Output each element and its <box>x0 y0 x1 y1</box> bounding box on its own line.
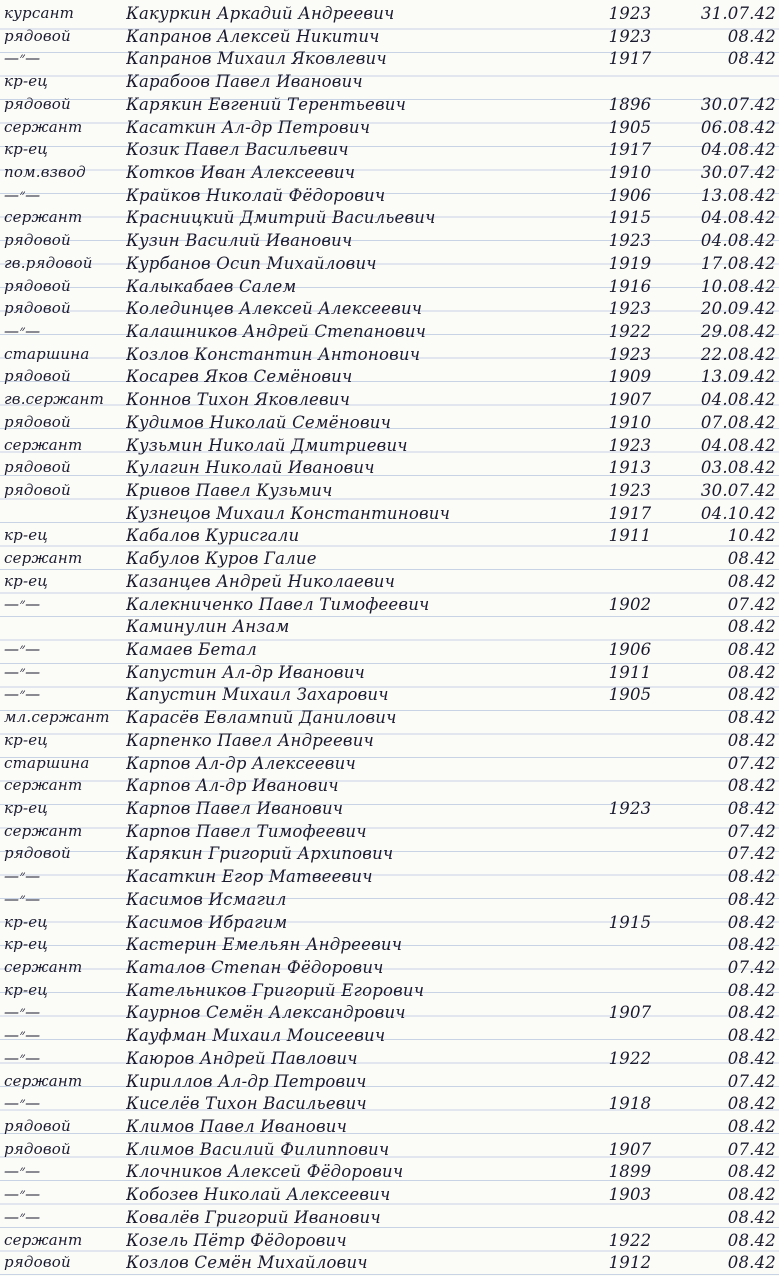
rank-cell: —״— <box>4 1185 41 1204</box>
year-cell: 1923 <box>608 4 652 23</box>
name-cell: Капранов Алексей Никитич <box>126 26 380 46</box>
date-cell: 03.08.42 <box>700 458 776 478</box>
register-row <box>0 1206 779 1230</box>
date-cell: 04.08.42 <box>700 390 776 410</box>
name-cell: Колединцев Алексей Алексеевич <box>126 299 423 319</box>
register-row <box>0 479 779 503</box>
date-cell: 04.10.42 <box>700 503 776 523</box>
name-cell: Калашников Андрей Степанович <box>126 322 427 341</box>
date-cell: 07.42 <box>727 753 776 773</box>
register-row <box>0 502 779 526</box>
date-cell: 07.42 <box>727 958 776 977</box>
date-cell: 07.42 <box>727 1139 776 1159</box>
rank-cell: мл.сержант <box>4 708 110 727</box>
date-cell: 13.09.42 <box>700 367 776 387</box>
name-cell: Карпов Ал-др Алексеевич <box>126 753 356 773</box>
register-row <box>0 343 779 367</box>
name-cell: Калекниченко Павел Тимофеевич <box>126 594 430 614</box>
year-cell: 1922 <box>608 1048 652 1068</box>
date-cell: 08.42 <box>727 1026 776 1046</box>
rank-cell: —״— <box>4 1003 41 1022</box>
rank-cell: рядовой <box>4 231 71 250</box>
date-cell: 08.42 <box>727 1048 776 1068</box>
rank-cell: рядовой <box>4 1253 71 1272</box>
name-cell: Касимов Ибрагим <box>126 912 288 932</box>
name-cell: Кабалов Курисгали <box>126 526 300 546</box>
date-cell: 08.42 <box>727 617 776 637</box>
register-row <box>0 138 779 162</box>
rank-cell: —״— <box>4 1207 41 1226</box>
register-row <box>0 320 779 344</box>
register-row <box>0 888 779 912</box>
register-row <box>0 979 779 1003</box>
year-cell: 1907 <box>608 1003 652 1023</box>
rank-cell: кр-ец <box>4 526 48 545</box>
date-cell: 13.08.42 <box>700 185 776 205</box>
year-cell: 1896 <box>608 94 652 114</box>
register-row <box>0 570 779 594</box>
date-cell: 08.42 <box>727 1003 776 1023</box>
register-row <box>0 1160 779 1184</box>
register-row <box>0 729 779 753</box>
year-cell: 1907 <box>608 390 652 410</box>
name-cell: Кривов Павел Кузьмич <box>126 481 333 500</box>
register-row <box>0 116 779 140</box>
year-cell: 1923 <box>608 231 652 251</box>
rank-cell: —״— <box>4 867 41 886</box>
register-row <box>0 93 779 117</box>
rank-cell: —״— <box>4 49 41 68</box>
register-row <box>0 1047 779 1071</box>
date-cell: 07.42 <box>727 1071 776 1091</box>
name-cell: Касаткин Егор Матвеевич <box>126 867 373 887</box>
name-cell: Карпов Павел Тимофеевич <box>126 821 367 841</box>
name-cell: Капустин Михаил Захарович <box>126 685 389 705</box>
year-cell: 1922 <box>608 322 652 341</box>
year-cell: 1919 <box>608 253 652 273</box>
register-row <box>0 184 779 208</box>
rank-cell: гв.рядовой <box>4 253 93 272</box>
rank-cell: —״— <box>4 1048 41 1067</box>
name-cell: Камаев Бетал <box>126 640 258 659</box>
year-cell: 1910 <box>608 163 652 182</box>
date-cell: 07.42 <box>727 594 776 614</box>
rank-cell: кр-ец <box>4 912 48 931</box>
rank-cell: сержант <box>4 1071 83 1090</box>
name-cell: Косарев Яков Семёнович <box>126 367 353 387</box>
year-cell: 1923 <box>608 435 652 455</box>
date-cell: 04.08.42 <box>700 231 776 251</box>
rank-cell: —״— <box>4 1094 41 1113</box>
year-cell: 1922 <box>608 1230 652 1250</box>
year-cell: 1923 <box>608 299 652 319</box>
rank-cell: рядовой <box>4 276 71 295</box>
name-cell: Кауфман Михаил Моисеевич <box>126 1026 386 1046</box>
rank-cell: —״— <box>4 322 41 340</box>
name-cell: Красницкий Дмитрий Васильевич <box>126 208 436 228</box>
rank-cell: сержант <box>4 821 83 840</box>
rank-cell: старшина <box>4 344 90 363</box>
date-cell: 08.42 <box>727 640 776 659</box>
name-cell: Какуркин Аркадий Андреевич <box>126 4 395 23</box>
name-cell: Казанцев Андрей Николаевич <box>126 571 396 591</box>
name-cell: Капустин Ал-др Иванович <box>126 662 365 682</box>
year-cell: 1923 <box>608 481 652 500</box>
register-row <box>0 706 779 730</box>
register-row <box>0 1183 779 1207</box>
year-cell: 1923 <box>608 799 652 818</box>
name-cell: Кательников Григорий Егорович <box>126 980 425 1000</box>
date-cell: 08.42 <box>727 867 776 887</box>
name-cell: Карпенко Павел Андреевич <box>126 730 375 750</box>
name-cell: Козлов Константин Антонович <box>126 344 421 364</box>
register-row <box>0 1138 779 1162</box>
name-cell: Климов Павел Иванович <box>126 1117 348 1136</box>
year-cell: 1917 <box>608 49 652 69</box>
register-row <box>0 638 779 662</box>
register-row <box>0 411 779 435</box>
name-cell: Козлов Семён Михайлович <box>126 1253 368 1273</box>
date-cell: 08.42 <box>727 1207 776 1227</box>
date-cell: 08.42 <box>727 1094 776 1114</box>
register-row <box>0 252 779 276</box>
date-cell: 08.42 <box>727 776 776 796</box>
register-row <box>0 25 779 49</box>
name-cell: Кузнецов Михаил Константинович <box>126 503 451 523</box>
name-cell: Курбанов Осип Михайлович <box>126 253 377 273</box>
year-cell: 1917 <box>608 503 652 523</box>
year-cell: 1905 <box>608 117 652 137</box>
date-cell: 04.08.42 <box>700 435 776 455</box>
name-cell: Крайков Николай Фёдорович <box>126 185 386 205</box>
register-row <box>0 797 779 821</box>
year-cell: 1923 <box>608 26 652 46</box>
year-cell: 1916 <box>608 276 652 296</box>
rank-cell: старшина <box>4 753 90 772</box>
register-row <box>0 388 779 412</box>
year-cell: 1906 <box>608 640 652 659</box>
year-cell: 1923 <box>608 344 652 364</box>
name-cell: Карабоов Павел Иванович <box>126 72 363 92</box>
register-row <box>0 774 779 798</box>
register-row <box>0 1092 779 1116</box>
date-cell: 08.42 <box>727 912 776 932</box>
name-cell: Кулагин Николай Иванович <box>126 458 375 478</box>
rank-cell: гв.сержант <box>4 390 105 409</box>
register-row <box>0 456 779 480</box>
date-cell: 30.07.42 <box>700 481 776 500</box>
year-cell: 1915 <box>608 912 652 932</box>
rank-cell: кр-ец <box>4 140 48 159</box>
rank-cell: сержант <box>4 776 83 795</box>
year-cell: 1909 <box>608 367 652 387</box>
date-cell: 08.42 <box>727 1253 776 1273</box>
name-cell: Карякин Евгений Терентьевич <box>126 94 407 114</box>
date-cell: 22.08.42 <box>700 344 776 364</box>
register-row <box>0 1001 779 1025</box>
rank-cell: кр-ец <box>4 980 48 999</box>
name-cell: Киселёв Тихон Васильевич <box>126 1094 367 1114</box>
year-cell: 1913 <box>608 458 652 478</box>
rank-cell: курсант <box>4 4 75 22</box>
name-cell: Ковалёв Григорий Иванович <box>126 1207 381 1227</box>
year-cell: 1906 <box>608 185 652 205</box>
rank-cell: сержант <box>4 208 83 227</box>
year-cell: 1915 <box>608 208 652 228</box>
rank-cell: кр-ец <box>4 935 48 954</box>
date-cell: 08.42 <box>727 26 776 46</box>
date-cell: 08.42 <box>727 980 776 1000</box>
rank-cell: кр-ец <box>4 730 48 749</box>
register-row <box>0 524 779 548</box>
register-row <box>0 297 779 321</box>
register-row <box>0 683 779 707</box>
rank-cell: —״— <box>4 1162 41 1181</box>
register-row <box>0 865 779 889</box>
register-row <box>0 434 779 458</box>
name-cell: Кабулов Куров Галие <box>126 549 317 569</box>
date-cell: 08.42 <box>727 662 776 682</box>
name-cell: Каталов Степан Фёдорович <box>126 958 384 977</box>
date-cell: 08.42 <box>727 1117 776 1136</box>
date-cell: 08.42 <box>727 730 776 750</box>
date-cell: 10.42 <box>727 526 776 546</box>
rank-cell: —״— <box>4 185 41 204</box>
name-cell: Каюров Андрей Павлович <box>126 1048 358 1068</box>
register-row <box>0 47 779 71</box>
name-cell: Капранов Михаил Яковлевич <box>126 49 387 69</box>
register-row <box>0 1251 779 1275</box>
rank-cell: сержант <box>4 117 83 136</box>
date-cell: 30.07.42 <box>700 163 776 182</box>
rank-cell: сержант <box>4 1230 83 1249</box>
name-cell: Коннов Тихон Яковлевич <box>126 390 351 410</box>
date-cell: 31.07.42 <box>700 4 776 23</box>
rank-cell: рядовой <box>4 1139 71 1158</box>
year-cell: 1911 <box>608 526 652 546</box>
date-cell: 04.08.42 <box>700 140 776 160</box>
rank-cell: рядовой <box>4 481 71 499</box>
year-cell: 1918 <box>608 1094 652 1114</box>
year-cell: 1910 <box>608 412 652 432</box>
year-cell: 1912 <box>608 1253 652 1273</box>
name-cell: Климов Василий Филиппович <box>126 1139 390 1159</box>
name-cell: Калыкабаев Салем <box>126 276 297 296</box>
date-cell: 08.42 <box>727 1230 776 1250</box>
date-cell: 08.42 <box>727 1162 776 1182</box>
rank-cell: —״— <box>4 594 41 613</box>
register-row <box>0 820 779 844</box>
name-cell: Каурнов Семён Александрович <box>126 1003 406 1023</box>
name-cell: Карпов Павел Иванович <box>126 799 344 818</box>
name-cell: Карасёв Евлампий Данилович <box>126 708 397 728</box>
register-row <box>0 206 779 230</box>
year-cell: 1917 <box>608 140 652 160</box>
date-cell: 04.08.42 <box>700 208 776 228</box>
name-cell: Кастерин Емельян Андреевич <box>126 935 403 955</box>
date-cell: 10.08.42 <box>700 276 776 296</box>
rank-cell: кр-ец <box>4 799 48 817</box>
date-cell: 06.08.42 <box>700 117 776 137</box>
year-cell: 1911 <box>608 662 652 682</box>
name-cell: Кобозев Николай Алексеевич <box>126 1185 391 1205</box>
rank-cell: рядовой <box>4 1117 71 1135</box>
register-row <box>0 229 779 253</box>
rank-cell: —״— <box>4 1026 41 1045</box>
date-cell: 07.08.42 <box>700 412 776 432</box>
rank-cell: —״— <box>4 889 41 908</box>
rank-cell: —״— <box>4 640 41 658</box>
date-cell: 08.42 <box>727 549 776 569</box>
register-row <box>0 661 779 685</box>
rank-cell: сержант <box>4 435 83 454</box>
name-cell: Кудимов Николай Семёнович <box>126 412 392 432</box>
date-cell: 08.42 <box>727 49 776 69</box>
date-cell: 20.09.42 <box>700 299 776 319</box>
rank-cell: пом.взвод <box>4 163 86 181</box>
rank-cell: рядовой <box>4 844 71 863</box>
rank-cell: рядовой <box>4 458 71 477</box>
date-cell: 07.42 <box>727 844 776 864</box>
year-cell: 1903 <box>608 1185 652 1205</box>
register-row <box>0 615 779 639</box>
register-row <box>0 2 779 26</box>
date-cell: 08.42 <box>727 571 776 591</box>
date-cell: 08.42 <box>727 935 776 955</box>
register-row <box>0 547 779 571</box>
register-row <box>0 956 779 980</box>
name-cell: Каминулин Анзам <box>126 617 290 637</box>
register-row <box>0 1070 779 1094</box>
year-cell: 1907 <box>608 1139 652 1159</box>
register-row <box>0 1115 779 1139</box>
rank-cell: —״— <box>4 662 41 681</box>
register-row <box>0 365 779 389</box>
name-cell: Козель Пётр Фёдорович <box>126 1230 347 1250</box>
rank-cell: рядовой <box>4 94 71 113</box>
rank-cell: рядовой <box>4 367 71 386</box>
rank-cell: сержант <box>4 958 83 976</box>
year-cell: 1905 <box>608 685 652 705</box>
year-cell: 1902 <box>608 594 652 614</box>
name-cell: Карпов Ал-др Иванович <box>126 776 339 796</box>
register-row <box>0 933 779 957</box>
date-cell: 29.08.42 <box>700 322 776 341</box>
register-row <box>0 1024 779 1048</box>
name-cell: Кузин Василий Иванович <box>126 231 353 251</box>
year-cell: 1899 <box>608 1162 652 1182</box>
register-row <box>0 70 779 94</box>
register-row <box>0 1229 779 1253</box>
rank-cell: сержант <box>4 549 83 568</box>
register-row <box>0 161 779 185</box>
name-cell: Кузьмин Николай Дмитриевич <box>126 435 408 455</box>
rank-cell: кр-ец <box>4 72 48 91</box>
name-cell: Кириллов Ал-др Петрович <box>126 1071 367 1091</box>
rank-cell: рядовой <box>4 412 71 431</box>
date-cell: 30.07.42 <box>700 94 776 114</box>
date-cell: 07.42 <box>727 821 776 841</box>
register-row <box>0 842 779 866</box>
register-row <box>0 593 779 617</box>
date-cell: 08.42 <box>727 1185 776 1205</box>
rank-cell: кр-ец <box>4 571 48 590</box>
rank-cell: —״— <box>4 685 41 704</box>
date-cell: 08.42 <box>727 799 776 818</box>
date-cell: 08.42 <box>727 889 776 909</box>
rank-cell: рядовой <box>4 26 71 45</box>
date-cell: 08.42 <box>727 708 776 728</box>
name-cell: Касаткин Ал-др Петрович <box>126 117 371 137</box>
name-cell: Касимов Исмагил <box>126 889 287 909</box>
name-cell: Козик Павел Васильевич <box>126 140 349 160</box>
name-cell: Клочников Алексей Фёдорович <box>126 1162 404 1182</box>
name-cell: Котков Иван Алексеевич <box>126 163 356 182</box>
name-cell: Карякин Григорий Архипович <box>126 844 394 864</box>
rank-cell: рядовой <box>4 299 71 318</box>
register-row <box>0 275 779 299</box>
date-cell: 17.08.42 <box>700 253 776 273</box>
date-cell: 08.42 <box>727 685 776 705</box>
register-row <box>0 752 779 776</box>
register-row <box>0 911 779 935</box>
